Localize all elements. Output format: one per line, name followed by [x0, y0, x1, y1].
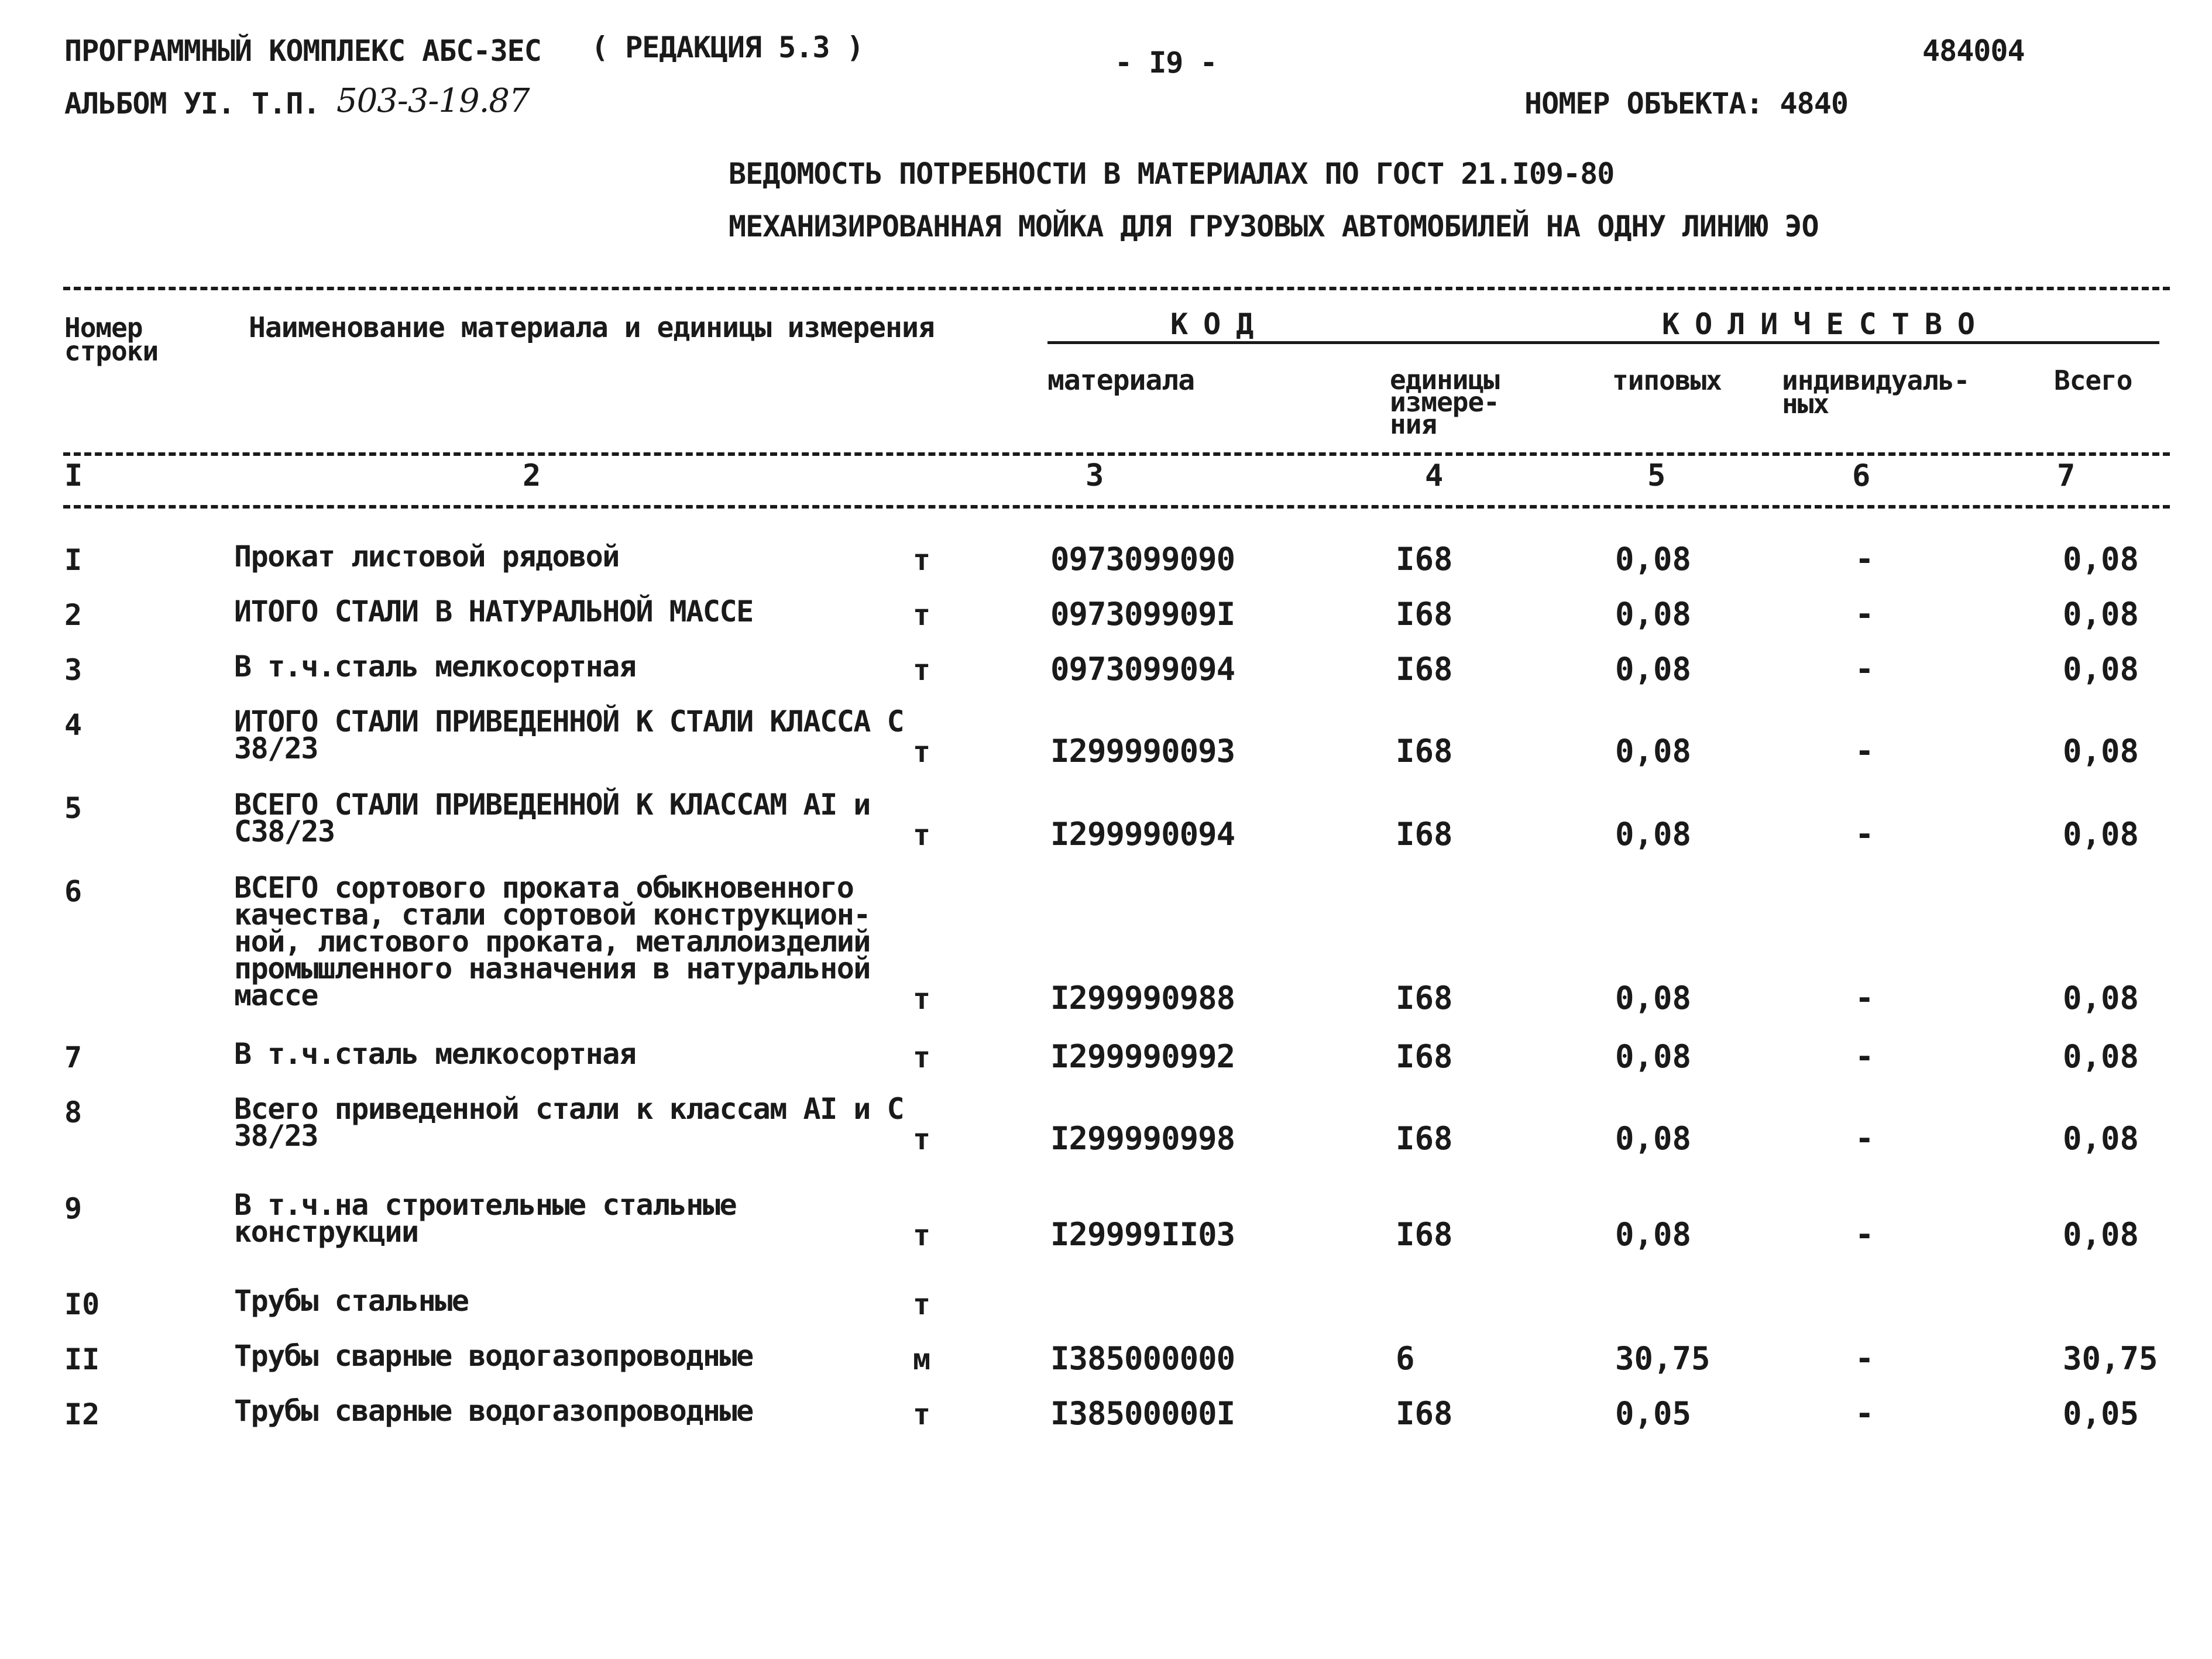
typical-quantity: 0,08	[1615, 816, 1692, 853]
row-number: 3	[64, 653, 83, 687]
unit-of-measure: т	[913, 653, 931, 687]
typical-quantity: 0,08	[1615, 1120, 1692, 1157]
col-number-5: 5	[1647, 458, 1666, 493]
total-quantity: 0,08	[2063, 816, 2139, 853]
unit-code: I68	[1396, 1216, 1453, 1253]
col-number-6: 6	[1852, 458, 1871, 493]
unit-of-measure: т	[913, 598, 931, 632]
header-name: Наименование материала и единицы измерения	[249, 311, 935, 344]
material-code: I299990988	[1050, 980, 1235, 1016]
edition: ( РЕДАКЦИЯ 5.3 )	[591, 30, 864, 64]
header-code: КОД	[1170, 307, 1269, 341]
unit-code: I68	[1396, 541, 1453, 578]
row-number: I2	[64, 1397, 100, 1431]
total-quantity: 0,08	[2063, 541, 2139, 578]
unit-of-measure: т	[913, 543, 931, 577]
document-title: ВЕДОМОСТЬ ПОТРЕБНОСТИ В МАТЕРИАЛАХ ПО ГОСТ 21.I09-80	[729, 157, 1615, 191]
typical-quantity: 0,08	[1615, 596, 1692, 633]
row-number: I0	[64, 1287, 100, 1321]
unit-of-measure: т	[913, 818, 931, 852]
material-code: I299990992	[1050, 1038, 1235, 1075]
program-name: ПРОГРАММНЫЙ КОМПЛЕКС АБС-ЗЕС	[64, 34, 541, 68]
individual-quantity: -	[1855, 1216, 1874, 1253]
unit-of-measure: м	[913, 1342, 931, 1376]
material-code: I29999II03	[1050, 1216, 1235, 1253]
typical-quantity: 0,05	[1615, 1395, 1692, 1432]
object-number: НОМЕР ОБЪЕКТА: 4840	[1524, 87, 1848, 121]
individual-quantity: -	[1855, 1395, 1874, 1432]
total-quantity: 0,08	[2063, 1120, 2139, 1157]
divider-bottom	[63, 505, 2170, 509]
unit-of-measure: т	[913, 1397, 931, 1431]
col-number-1: I	[64, 458, 83, 493]
material-name: ВСЕГО сортового проката обыкновенного качества, стали сортовой конструкцион-ной, листового проката, металлоизделий промышленного назначения в натуральной массе	[234, 871, 870, 1012]
page-number: - I9 -	[1115, 46, 1217, 80]
album-label: АЛЬБОМ УI. Т.П.	[64, 87, 320, 121]
material-name: Трубы сварные водогазопроводные	[234, 1394, 753, 1428]
header-underline	[1047, 341, 2159, 344]
unit-code: I68	[1396, 1395, 1453, 1432]
material-name: В т.ч.сталь мелкосортная	[234, 650, 636, 683]
individual-quantity: -	[1855, 1340, 1874, 1377]
total-quantity: 0,08	[2063, 596, 2139, 633]
material-name: Прокат листовой рядовой	[234, 540, 619, 573]
row-number: II	[64, 1342, 100, 1376]
header-material: материала	[1047, 364, 1195, 397]
typical-quantity: 0,08	[1615, 980, 1692, 1016]
unit-of-measure: т	[913, 735, 931, 769]
typical-quantity: 0,08	[1615, 651, 1692, 688]
row-number: 9	[64, 1191, 83, 1225]
material-name: ИТОГО СТАЛИ ПРИВЕДЕННОЙ К СТАЛИ КЛАССА С 38/23	[234, 705, 904, 765]
unit-code: I68	[1396, 733, 1453, 770]
total-quantity: 0,08	[2063, 980, 2139, 1016]
material-name: Всего приведенной стали к классам АI и С 38/23	[234, 1092, 904, 1153]
material-code: 097309909I	[1050, 596, 1235, 633]
individual-quantity: -	[1855, 1038, 1874, 1075]
unit-of-measure: т	[913, 1122, 931, 1156]
unit-of-measure: т	[913, 1040, 931, 1074]
col-number-2: 2	[523, 458, 541, 493]
row-number: 4	[64, 708, 83, 742]
unit-code: 6	[1396, 1340, 1415, 1377]
total-quantity: 0,08	[2063, 733, 2139, 770]
unit-code: I68	[1396, 1120, 1453, 1157]
material-code: 0973099094	[1050, 651, 1235, 688]
header-quantity: КОЛИЧЕСТВО	[1662, 307, 1991, 341]
material-code: I299990093	[1050, 733, 1235, 770]
row-number: 7	[64, 1040, 83, 1074]
material-name: ИТОГО СТАЛИ В НАТУРАЛЬНОЙ МАССЕ	[234, 595, 753, 628]
material-name: В т.ч.сталь мелкосортная	[234, 1037, 636, 1071]
total-quantity: 0,08	[2063, 1216, 2139, 1253]
typical-quantity: 30,75	[1615, 1340, 1710, 1377]
col-number-4: 4	[1425, 458, 1444, 493]
unit-of-measure: т	[913, 1287, 931, 1321]
doc-number: 484004	[1922, 34, 2025, 68]
material-name: ВСЕГО СТАЛИ ПРИВЕДЕННОЙ К КЛАССАМ АI и С38/23	[234, 788, 870, 849]
individual-quantity: -	[1855, 816, 1874, 853]
material-code: I385000000	[1050, 1340, 1235, 1377]
material-code: 0973099090	[1050, 541, 1235, 578]
typical-quantity: 0,08	[1615, 541, 1692, 578]
material-code: I299990094	[1050, 816, 1235, 853]
typical-quantity: 0,08	[1615, 1038, 1692, 1075]
unit-code: I68	[1396, 596, 1453, 633]
col-number-3: 3	[1086, 458, 1104, 493]
unit-of-measure: т	[913, 982, 931, 1016]
row-number: 8	[64, 1095, 83, 1129]
divider-mid	[63, 452, 2170, 456]
unit-code: I68	[1396, 1038, 1453, 1075]
album-code-handwritten: 503-3-19.87	[336, 82, 530, 120]
individual-quantity: -	[1855, 596, 1874, 633]
total-quantity: 0,08	[2063, 651, 2139, 688]
row-number: I	[64, 543, 83, 577]
unit-code: I68	[1396, 651, 1453, 688]
unit-code: I68	[1396, 980, 1453, 1016]
total-quantity: 30,75	[2063, 1340, 2158, 1377]
header-individual: индивидуаль-ных	[1782, 365, 1970, 420]
typical-quantity: 0,08	[1615, 1216, 1692, 1253]
individual-quantity: -	[1855, 541, 1874, 578]
individual-quantity: -	[1855, 1120, 1874, 1157]
individual-quantity: -	[1855, 980, 1874, 1016]
header-unit: единицы измере-ния	[1390, 364, 1499, 440]
unit-code: I68	[1396, 816, 1453, 853]
total-quantity: 0,08	[2063, 1038, 2139, 1075]
material-name: Трубы стальные	[234, 1284, 469, 1318]
col-number-7: 7	[2057, 458, 2076, 493]
material-code: I299990998	[1050, 1120, 1235, 1157]
document-subtitle: МЕХАНИЗИРОВАННАЯ МОЙКА ДЛЯ ГРУЗОВЫХ АВТОМОБИЛЕЙ НА ОДНУ ЛИНИЮ ЭО	[729, 209, 1819, 243]
material-code: I38500000I	[1050, 1395, 1235, 1432]
divider-top	[63, 287, 2170, 290]
material-name: В т.ч.на строительные стальные конструкции	[234, 1188, 737, 1249]
typical-quantity: 0,08	[1615, 733, 1692, 770]
row-number: 5	[64, 791, 83, 825]
header-row-number: Номер строки	[64, 312, 159, 367]
unit-of-measure: т	[913, 1218, 931, 1252]
row-number: 6	[64, 874, 83, 908]
header-total: Всего	[2054, 365, 2132, 396]
material-name: Трубы сварные водогазопроводные	[234, 1339, 753, 1373]
row-number: 2	[64, 598, 83, 632]
header-typical: типовых	[1612, 365, 1722, 396]
individual-quantity: -	[1855, 733, 1874, 770]
individual-quantity: -	[1855, 651, 1874, 688]
total-quantity: 0,05	[2063, 1395, 2139, 1432]
